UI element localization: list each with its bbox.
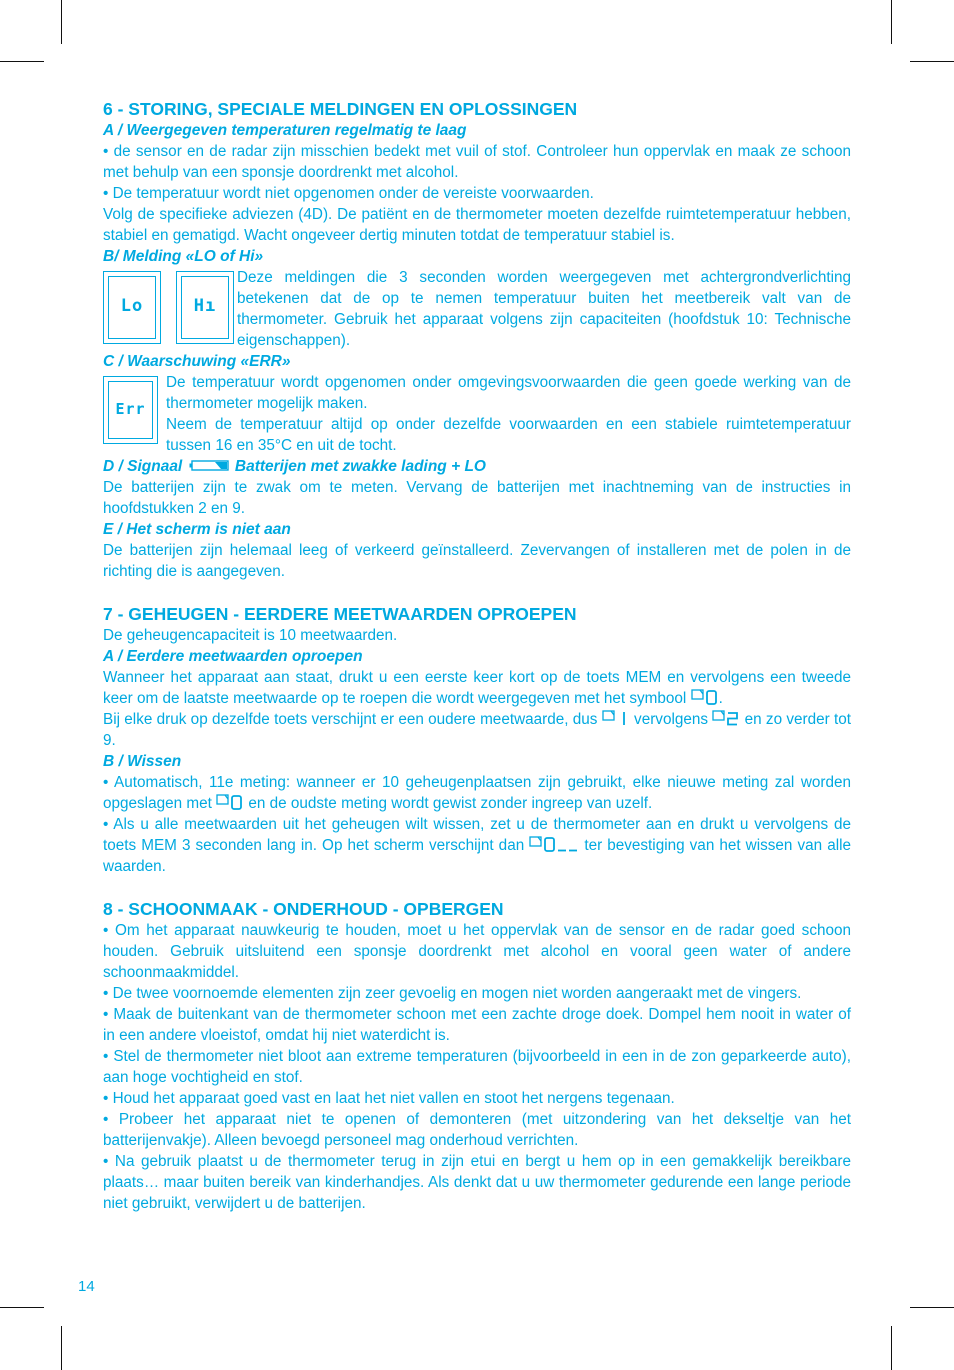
paragraph: De batterijen zijn te zwak om te meten. Vervang de batterijen met inachtneming van de instructies in hoofdstukken 2 en 9. [103,479,851,517]
crop-mark [910,1307,954,1308]
crop-mark [891,1326,892,1370]
lcd-err-icon: Err [103,376,158,444]
paragraph: Bij elke druk op dezelfde toets verschijnt er een oudere meetwaarde, dus vervolgens en zo verder tot 9. [103,711,852,749]
err-block [103,372,851,456]
paragraph: • Om het apparaat nauwkeurig te houden, moet u het oppervlak van de sensor en de radar goed schoon houden. Gebruik uitsluitend een sponsje doordrenkt met alcohol en vooral geen water of andere schoonmaakmiddel. [103,922,851,981]
memory-zero-icon [216,794,244,810]
paragraph: • Als u alle meetwaarden uit het geheugen wilt wissen, zet u de thermometer aan en drukt u vervolgens de toets MEM 3 seconden lang in. Op het scherm verschijnt dan ter bevestiging van het wissen van alle waarden. [103,816,852,875]
paragraph: Volg de specifieke adviezen (4D). De patiënt en de thermometer moeten dezelfde ruimtetemperatuur hebben, stabiel en gematigd. Wacht ongeveer dertig minuten totdat de temperatuur stabiel is. [103,206,851,244]
section-6e-title: E / Het scherm is niet aan [103,521,291,538]
paragraph: Neem de temperatuur altijd op onder dezelfde voorwaarden en een stabiele ruimtetemperatuur tussen 16 en 35°C en uit de tocht. [166,416,851,454]
section-8-title: 8 - SCHOONMAAK - ONDERHOUD - OPBERGEN [103,899,504,919]
section-6d-title: D / Signaal Batterijen met zwakke lading + LO [103,458,486,475]
memory-two-icon [712,710,740,726]
section-6b-title: B/ Melding «LO of Hi» [103,248,264,265]
crop-mark [910,61,954,62]
paragraph: Deze meldingen die 3 seconden worden weergegeven met achtergrondverlichting betekenen dat de op te nemen temperatuur buiten het meetbereik valt van de thermometer. Gebruik het apparaat volgens zijn capaciteiten (hoofdstuk 10: Technische eigenschappen). [237,269,851,349]
section-7a-title: A / Eerdere meetwaarden oproepen [103,648,363,665]
paragraph: • de sensor en de radar zijn misschien bedekt met vuil of stof. Controleer hun oppervlak en maak ze schoon met behulp van een sponsje doordrenkt met alcohol. [103,143,851,181]
lcd-lo-icon: Lo [103,271,161,344]
memory-one-icon [602,710,630,726]
paragraph: • Na gebruik plaatst u de thermometer terug in zijn etui en bergt u hem op in een gemakkelijk bereikbare plaats… maar buiten bereik van kinderhandjes. Als denkt dat u uw thermometer gedurende een lange periode niet gebruikt, verwijdert u de batterijen. [103,1153,851,1212]
section-7-title: 7 - GEHEUGEN - EERDERE MEETWAARDEN OPROEPEN [103,604,577,624]
low-battery-icon [189,460,229,471]
document-page [103,98,851,1214]
paragraph: • Probeer het apparaat niet te openen of demonteren (met uitzondering van het dekseltje van het batterijenvakje). Alleen bevoegd personeel mag onderhoud verrichten. [103,1111,851,1149]
paragraph: • Stel de thermometer niet bloot aan extreme temperaturen (bijvoorbeeld in een in de zon geparkeerde auto), aan hoge vochtigheid en stof. [103,1048,851,1086]
crop-mark [0,1307,44,1308]
crop-mark [61,1326,62,1370]
paragraph: De geheugencapaciteit is 10 meetwaarden. [103,627,398,644]
crop-mark [891,0,892,44]
section-6-title: 6 - STORING, SPECIALE MELDINGEN EN OPLOSSINGEN [103,99,578,119]
paragraph: De batterijen zijn helemaal leeg of verkeerd geïnstalleerd. Zevervangen of installeren met de polen in de richting die is aangegeven. [103,542,851,580]
paragraph: • De temperatuur wordt niet opgenomen onder de vereiste voorwaarden. [103,185,594,202]
crop-mark [0,61,44,62]
crop-mark [61,0,62,44]
paragraph: • Automatisch, 11e meting: wanneer er 10 geheugenplaatsen zijn gebruikt, elke nieuwe meting zal worden opgeslagen met en de oudste meting wordt gewist zonder ingreep van uzelf. [103,774,851,812]
lcd-hi-icon: Hı [176,271,234,344]
paragraph: Wanneer het apparaat aan staat, drukt u een eerste keer kort op de toets MEM en vervolgens een tweede keer om de laatste meetwaarde op te roepen die wordt weergegeven met het symbool . [103,669,851,707]
section-6c-title: C / Waarschuwing «ERR» [103,353,291,370]
section-7b-title: B / Wissen [103,753,182,770]
lo-hi-block [103,267,851,351]
paragraph: • Houd het apparaat goed vast en laat het niet vallen en stoot het nergens tegenaan. [103,1090,675,1107]
paragraph: • Maak de buitenkant van de thermometer schoon met een zachte droge doek. Dompel hem nooit in water of in een andere vloeistof, omdat hij niet waterdicht is. [103,1006,851,1044]
memory-zero-icon [691,689,719,705]
section-6a-title: A / Weergegeven temperaturen regelmatig te laag [103,122,467,139]
paragraph: • De twee voornoemde elementen zijn zeer gevoelig en mogen niet worden aangeraakt met de vingers. [103,985,802,1002]
memory-clear-icon [529,836,579,852]
page-number: 14 [78,1278,95,1295]
paragraph: De temperatuur wordt opgenomen onder omgevingsvoorwaarden die geen goede werking van de thermometer mogelijk maken. [166,374,851,412]
